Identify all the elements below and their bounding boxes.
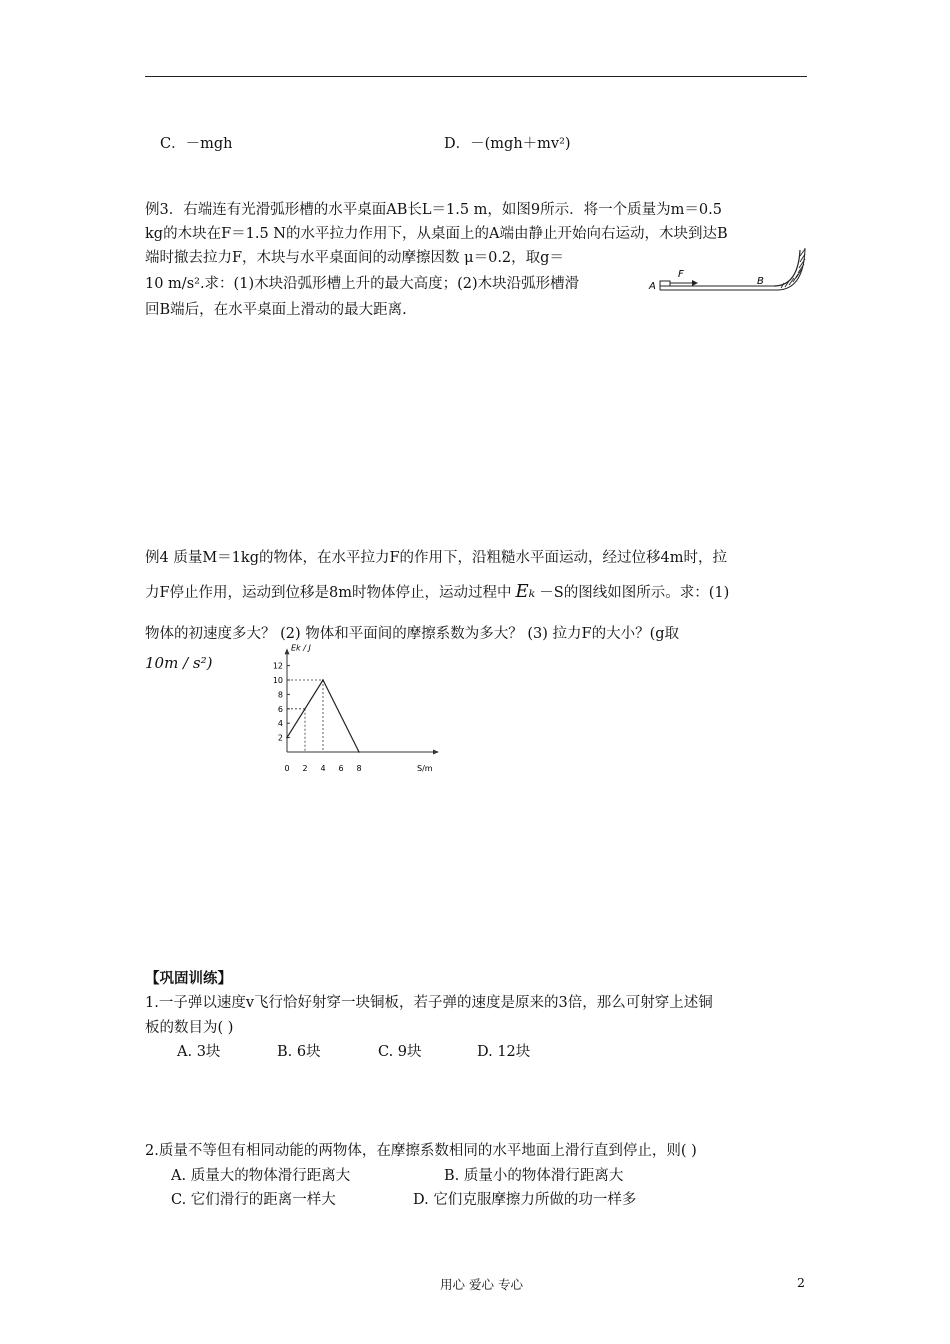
x-tick-label: 4	[320, 764, 326, 773]
x-tick-label: 0	[284, 764, 290, 773]
q1-option-d: D. 12块	[477, 1044, 531, 1060]
data-point	[358, 751, 360, 753]
example4-line1: 例4 质量M＝1kg的物体，在水平拉力F的作用下，沿粗糙水平面运动，经过位移4m时，拉	[145, 550, 728, 566]
q1-option-b: B. 6块	[277, 1044, 321, 1060]
example4-line4: 10m / s²)	[145, 654, 213, 672]
example3-line1: 例3．右端连有光滑弧形槽的水平桌面AB长L＝1.5 m，如图9所示．将一个质量为m＝0.5	[145, 202, 722, 218]
y-axis-label: Ek / J	[291, 643, 311, 653]
y-tick-label: 6	[277, 704, 283, 714]
q1-line1: 1.一子弹以速度v飞行恰好射穿一块铜板，若子弹的速度是原来的3倍，那么可射穿上述铜	[145, 995, 713, 1011]
q2-option-c: C. 它们滑行的距离一样大	[171, 1192, 336, 1208]
track-figure	[648, 242, 810, 300]
y-tick-label: 8	[277, 690, 283, 700]
q2-option-a: A. 质量大的物体滑行距离大	[171, 1168, 351, 1184]
ek-s-chart	[260, 643, 433, 780]
y-tick-label: 2	[277, 733, 283, 743]
y-tick-label: 12	[272, 661, 283, 671]
y-tick-label: 4	[277, 719, 283, 729]
header-rule	[145, 76, 807, 77]
option-d: D．－(mgh＋mv²)	[444, 136, 571, 152]
practice-heading: 【巩固训练】	[145, 971, 232, 987]
x-tick-label: 6	[338, 764, 344, 773]
x-tick-label: 8	[356, 764, 362, 773]
x-axis-arrow	[433, 750, 439, 755]
data-point	[322, 679, 324, 681]
label-f: F	[678, 269, 684, 280]
block-icon	[660, 281, 670, 286]
example3-line4: 10 m/s².求：(1)木块沿弧形槽上升的最大高度；(2)木块沿弧形槽滑	[145, 276, 580, 292]
example4-line2: 力F停止作用，运动到位移是8m时物体停止，运动过程中 Eₖ －S的图线如图所示。求：(1)	[145, 581, 730, 602]
option-c: C．－mgh	[160, 136, 233, 152]
page-number: 2	[797, 1275, 805, 1290]
q2-option-d: D. 它们克服摩擦力所做的功一样多	[413, 1192, 637, 1208]
data-point	[286, 737, 288, 739]
q1-option-c: C. 9块	[378, 1044, 422, 1060]
label-a: A	[649, 281, 656, 292]
label-b: B	[757, 276, 764, 287]
footer-slogan: 用心 爱心 专心	[440, 1277, 523, 1292]
q2-line1: 2.质量不等但有相同动能的两物体，在摩擦系数相同的水平地面上滑行直到停止，则( )	[145, 1143, 697, 1159]
q1-option-a: A. 3块	[177, 1044, 221, 1060]
example3-line5: 回B端后，在水平桌面上滑动的最大距离.	[145, 302, 407, 318]
example3-line3: 端时撤去拉力F，木块与水平桌面间的动摩擦因数 μ＝0.2，取g＝	[145, 250, 564, 266]
example3-line2: kg的木块在F＝1.5 N的水平拉力作用下，从桌面上的A端由静止开始向右运动，木块到达B	[145, 226, 728, 242]
x-tick-label: 2	[302, 764, 308, 773]
q1-line2: 板的数目为( )	[145, 1020, 234, 1036]
y-axis-arrow	[285, 648, 290, 654]
y-tick-label: 10	[272, 676, 283, 685]
example4-line3: 物体的初速度多大？ (2) 物体和平面间的摩擦系数为多大？ (3) 拉力F的大小？(g取	[145, 626, 680, 642]
x-axis-label: S/m	[417, 764, 433, 773]
q2-option-b: B. 质量小的物体滑行距离大	[444, 1168, 624, 1184]
